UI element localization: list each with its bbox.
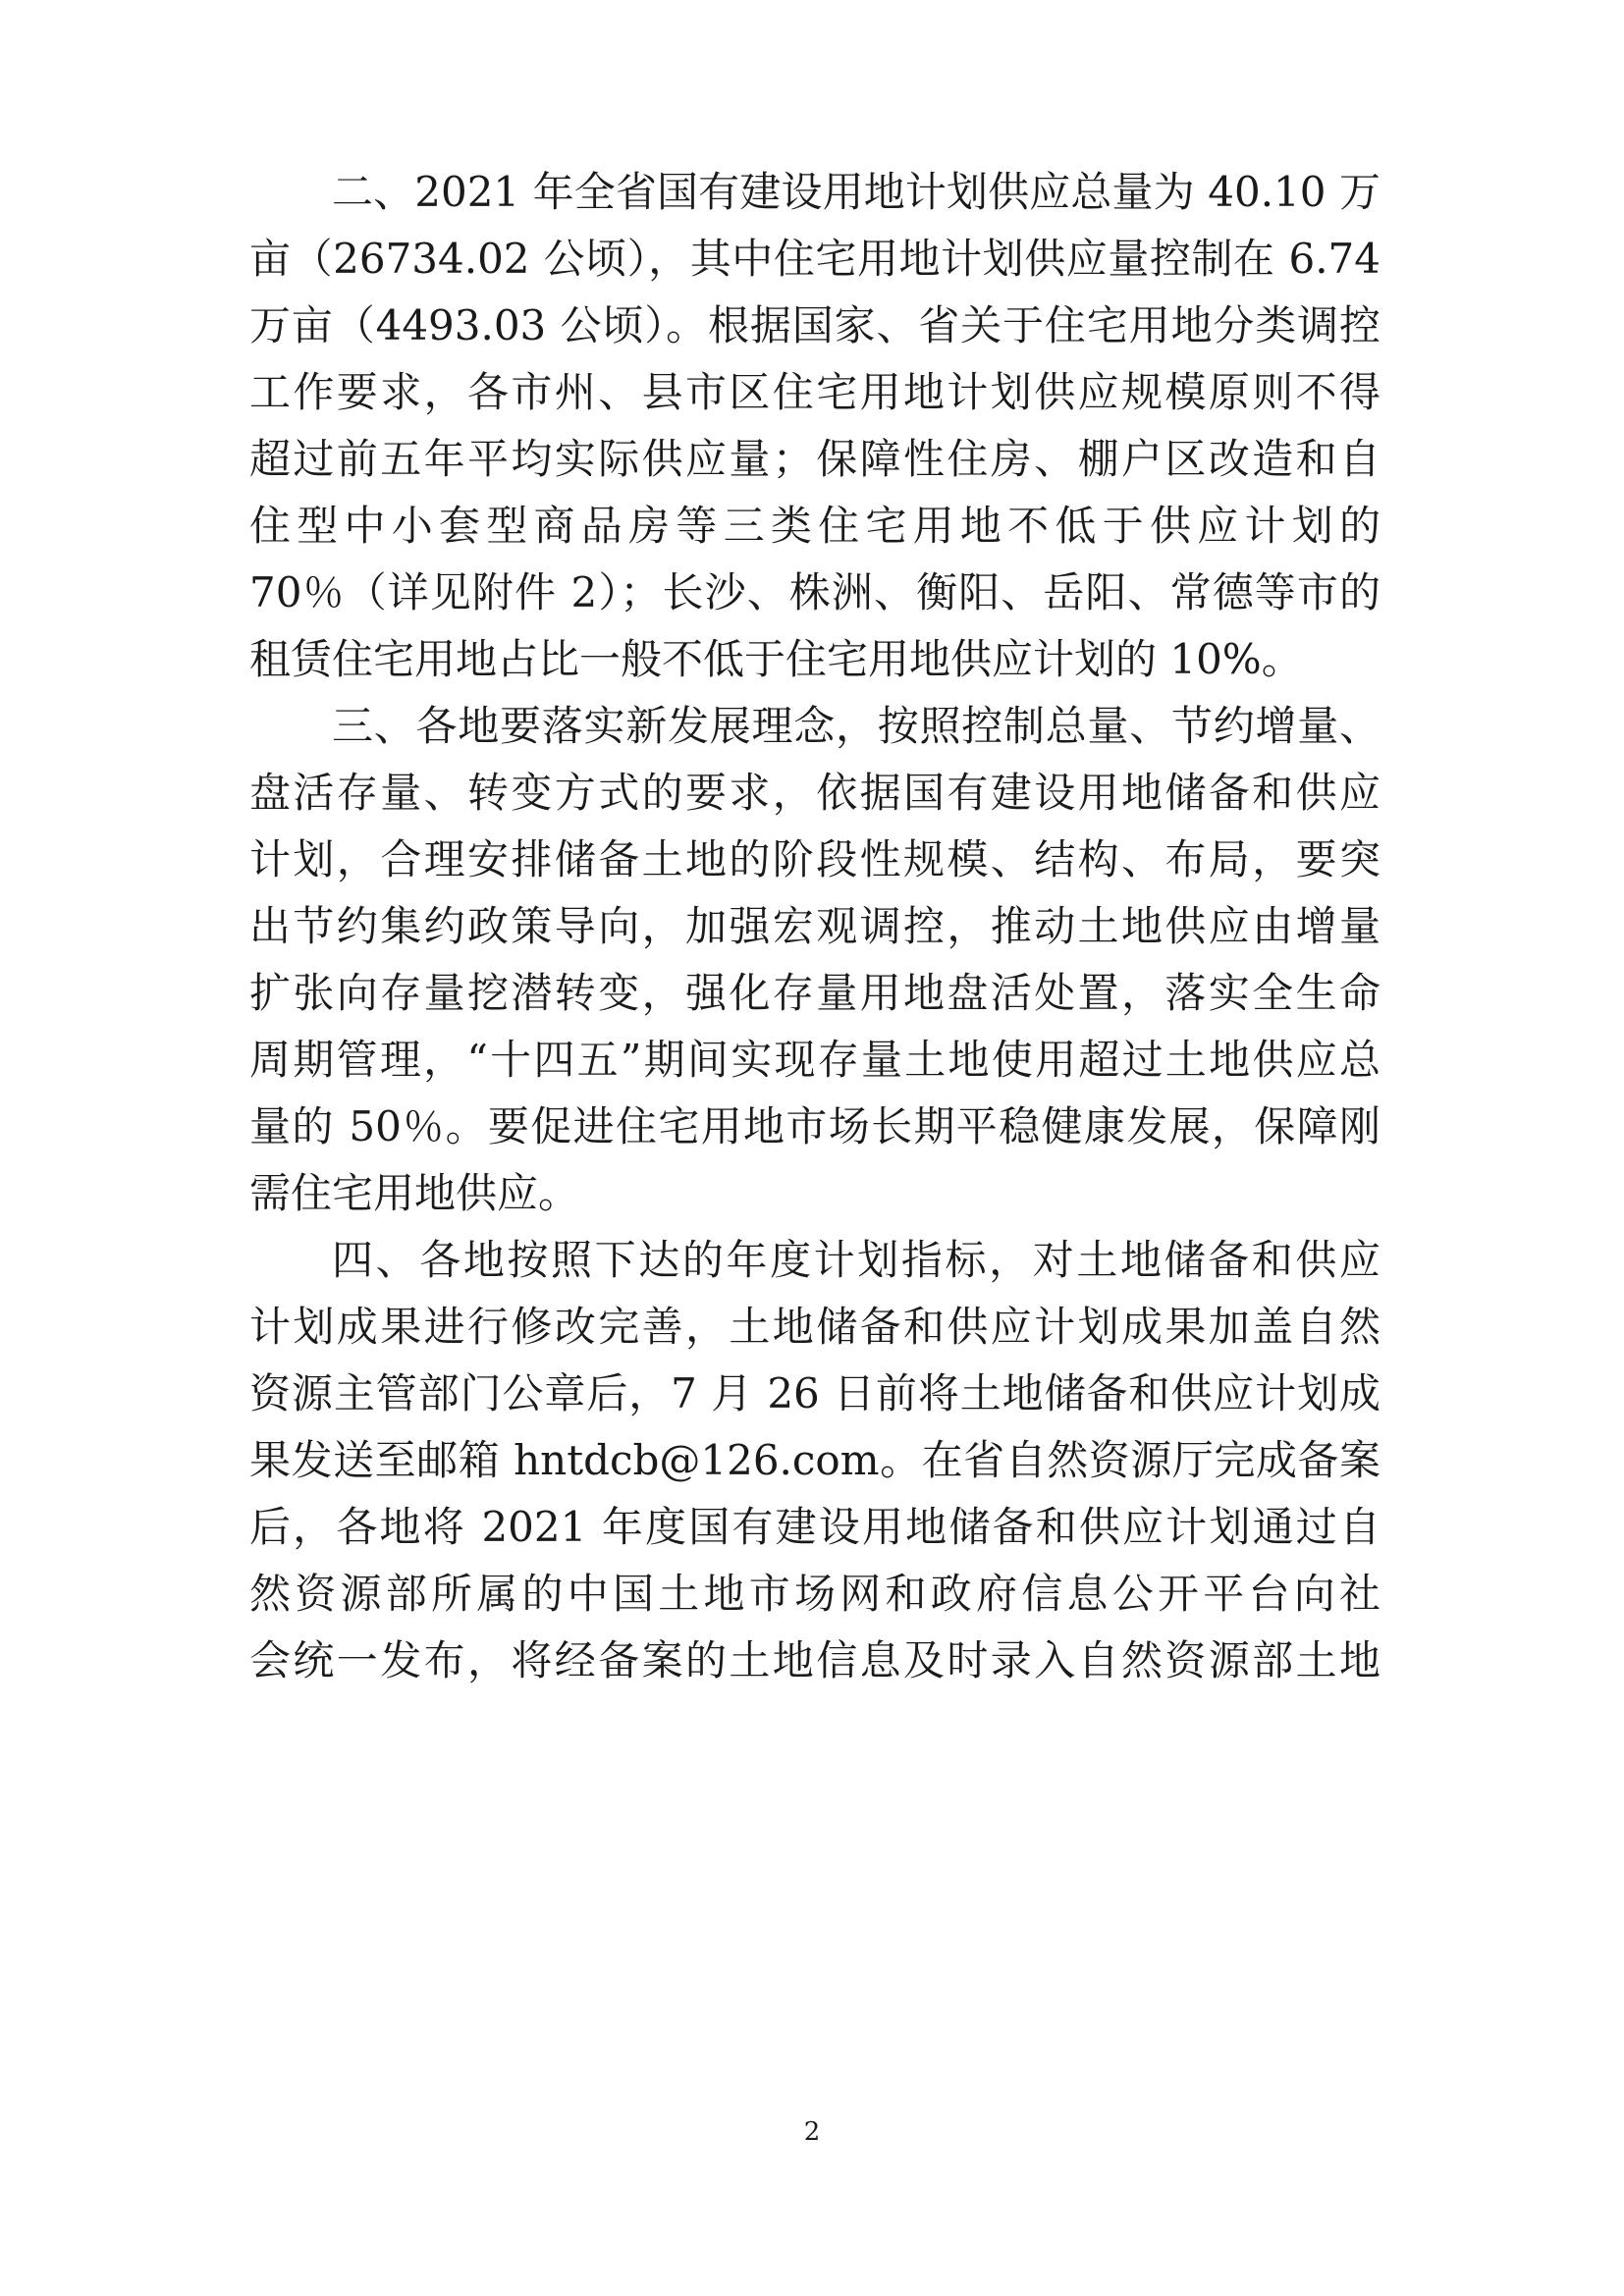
text-line: 出节约集约政策导向，加强宏观调控，推动土地供应由增量 bbox=[249, 902, 1380, 950]
text-line: 需住宅用地供应。 bbox=[249, 1169, 580, 1217]
text-line: 果发送至邮箱 hntdcb@126.com。在省自然资源厅完成备案 bbox=[249, 1436, 1380, 1484]
text-line: 然资源部所属的中国土地市场网和政府信息公开平台向社 bbox=[249, 1570, 1380, 1618]
text-line: 超过前五年平均实际供应量；保障性住房、棚户区改造和自 bbox=[249, 435, 1380, 483]
text-line: 资源主管部门公章后，7 月 26 日前将土地储备和供应计划成 bbox=[249, 1369, 1380, 1417]
text-line: 计划成果进行修改完善，土地储备和供应计划成果加盖自然 bbox=[249, 1303, 1380, 1351]
text-line: 三、各地要落实新发展理念，按照控制总量、节约增量、 bbox=[332, 702, 1380, 750]
text-line: 万亩（4493.03 公顷）。根据国家、省关于住宅用地分类调控 bbox=[249, 301, 1380, 349]
text-line: 四、各地按照下达的年度计划指标，对土地储备和供应 bbox=[332, 1236, 1380, 1284]
text-line: 量的 50％。要促进住宅用地市场长期平稳健康发展，保障刚 bbox=[249, 1102, 1380, 1150]
text-line: 租赁住宅用地占比一般不低于住宅用地供应计划的 10%。 bbox=[249, 635, 1303, 683]
text-line: 后，各地将 2021 年度国有建设用地储备和供应计划通过自 bbox=[249, 1503, 1380, 1551]
text-line: 70％（详见附件 2）；长沙、株洲、衡阳、岳阳、常德等市的 bbox=[249, 568, 1380, 616]
text-line: 盘活存量、转变方式的要求，依据国有建设用地储备和供应 bbox=[249, 769, 1380, 817]
text-line: 会统一发布，将经备案的土地信息及时录入自然资源部土地 bbox=[249, 1636, 1380, 1684]
text-line: 工作要求，各市州、县市区住宅用地计划供应规模原则不得 bbox=[249, 368, 1380, 416]
text-line: 亩（26734.02 公顷），其中住宅用地计划供应量控制在 6.74 bbox=[249, 235, 1380, 283]
text-line: 计划，合理安排储备土地的阶段性规模、结构、布局，要突 bbox=[249, 835, 1380, 883]
text-line: 住型中小套型商品房等三类住宅用地不低于供应计划的 bbox=[249, 502, 1380, 550]
page-number: 2 bbox=[803, 2117, 821, 2147]
text-line: 扩张向存量挖潜转变，强化存量用地盘活处置，落实全生命 bbox=[249, 969, 1380, 1017]
text-line: 二、2021 年全省国有建设用地计划供应总量为 40.10 万 bbox=[332, 168, 1380, 216]
text-line: 周期管理，“十四五”期间实现存量土地使用超过土地供应总 bbox=[249, 1036, 1380, 1084]
